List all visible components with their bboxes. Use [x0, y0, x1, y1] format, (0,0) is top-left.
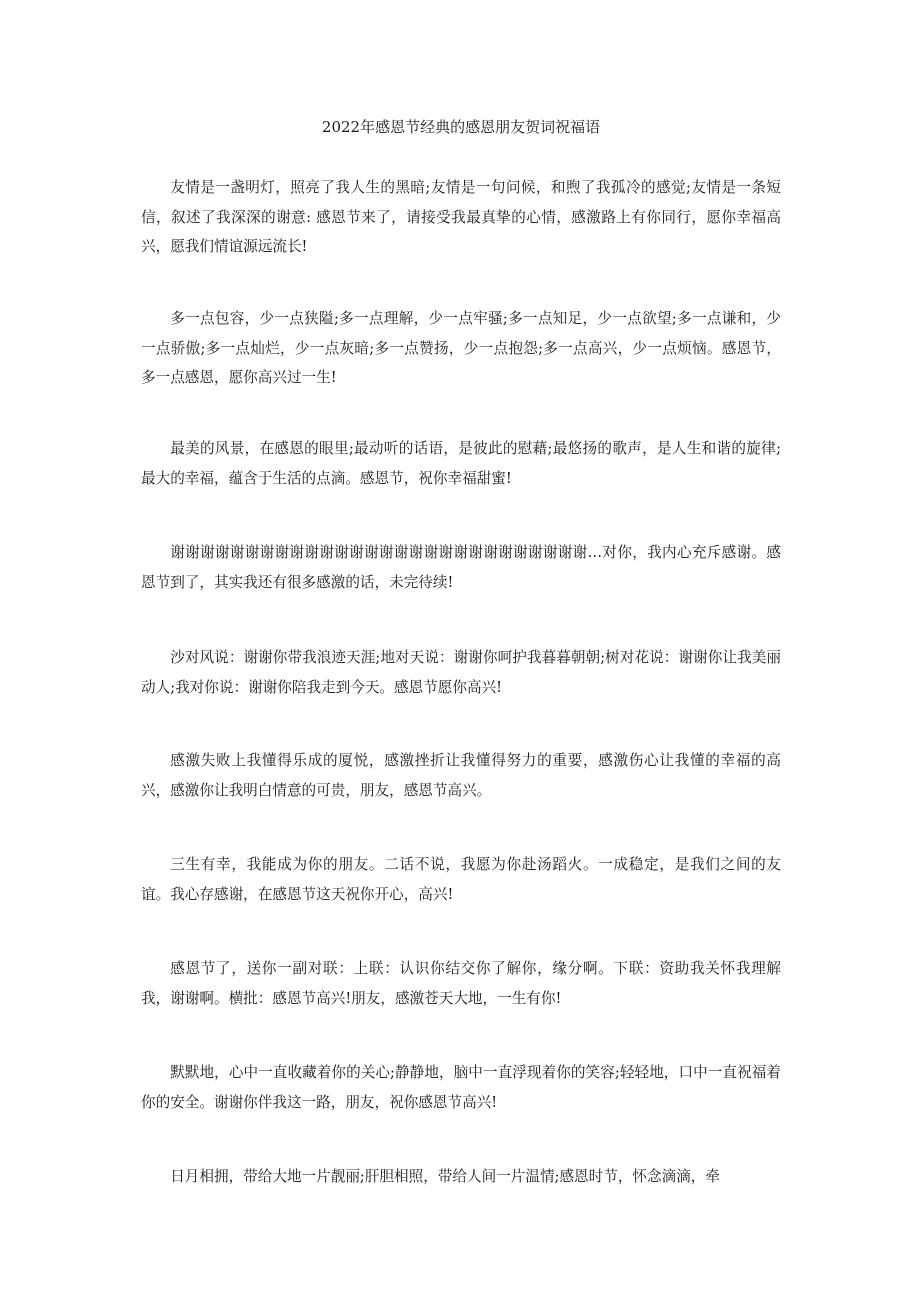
document-title: 2022年感恩节经典的感恩朋友贺词祝福语	[321, 118, 601, 136]
paragraph-9: 默默地，心中一直收藏着你的关心;静静地，脑中一直浮现着你的笑容;轻轻地，口中一直祝福着你的安全。谢谢你伴我这一路，朋友，祝你感恩节高兴!	[141, 1064, 781, 1111]
paragraph-1: 友情是一盏明灯，照亮了我人生的黑暗;友情是一句问候，和煦了我孤冷的感觉;友情是一条短信，叙述了我深深的谢意: 感恩节来了，请接受我最真挚的心情，感激路上有你同行，愿你幸福高兴，愿我们情谊源远流长!	[141, 179, 781, 255]
paragraph-8: 感恩节了，送你一副对联：上联：认识你结交你了解你，缘分啊。下联：资助我关怀我理解我，谢谢啊。横批：感恩节高兴!朋友，感激苍天大地，一生有你!	[141, 960, 781, 1007]
paragraph-2: 多一点包容，少一点狭隘;多一点理解，少一点牢骚;多一点知足，少一点欲望;多一点谦和，少一点骄傲;多一点灿烂，少一点灰暗;多一点赞扬，少一点抱怨;多一点高兴，少一点烦恼。感恩节，多一点感恩，愿你高兴过一生!	[141, 310, 781, 386]
paragraph-7: 三生有幸，我能成为你的朋友。二话不说，我愿为你赴汤蹈火。一成稳定，是我们之间的友谊。我心存感谢，在感恩节这天祝你开心，高兴!	[141, 856, 781, 903]
paragraph-6: 感激失败上我懂得乐成的厦悦，感激挫折让我懂得努力的重要，感激伤心让我懂的幸福的高兴，感激你让我明白情意的可贵，朋友，感恩节高兴。	[141, 752, 781, 799]
paragraph-4: 谢谢谢谢谢谢谢谢谢谢谢谢谢谢谢谢谢谢谢谢谢谢谢谢谢谢谢谢…对你，我内心充斥感谢。感恩节到了，其实我还有很多感激的话，未完待续!	[141, 544, 781, 591]
paragraph-3: 最美的风景，在感恩的眼里;最动听的话语，是彼此的慰藉;最悠扬的歌声，是人生和谐的旋律;最大的幸福，蕴含于生活的点滴。感恩节，祝你幸福甜蜜!	[141, 440, 781, 487]
paragraph-5: 沙对风说：谢谢你带我浪迹天涯;地对天说：谢谢你呵护我暮暮朝朝;树对花说：谢谢你让我美丽动人;我对你说：谢谢你陪我走到今天。感恩节愿你高兴!	[141, 649, 781, 696]
paragraph-10: 日月相拥，带给大地一片靓丽;肝胆相照，带给人间一片温情;感恩时节，怀念滴滴，牵	[170, 1168, 720, 1185]
document-page	[141, 0, 781, 1302]
